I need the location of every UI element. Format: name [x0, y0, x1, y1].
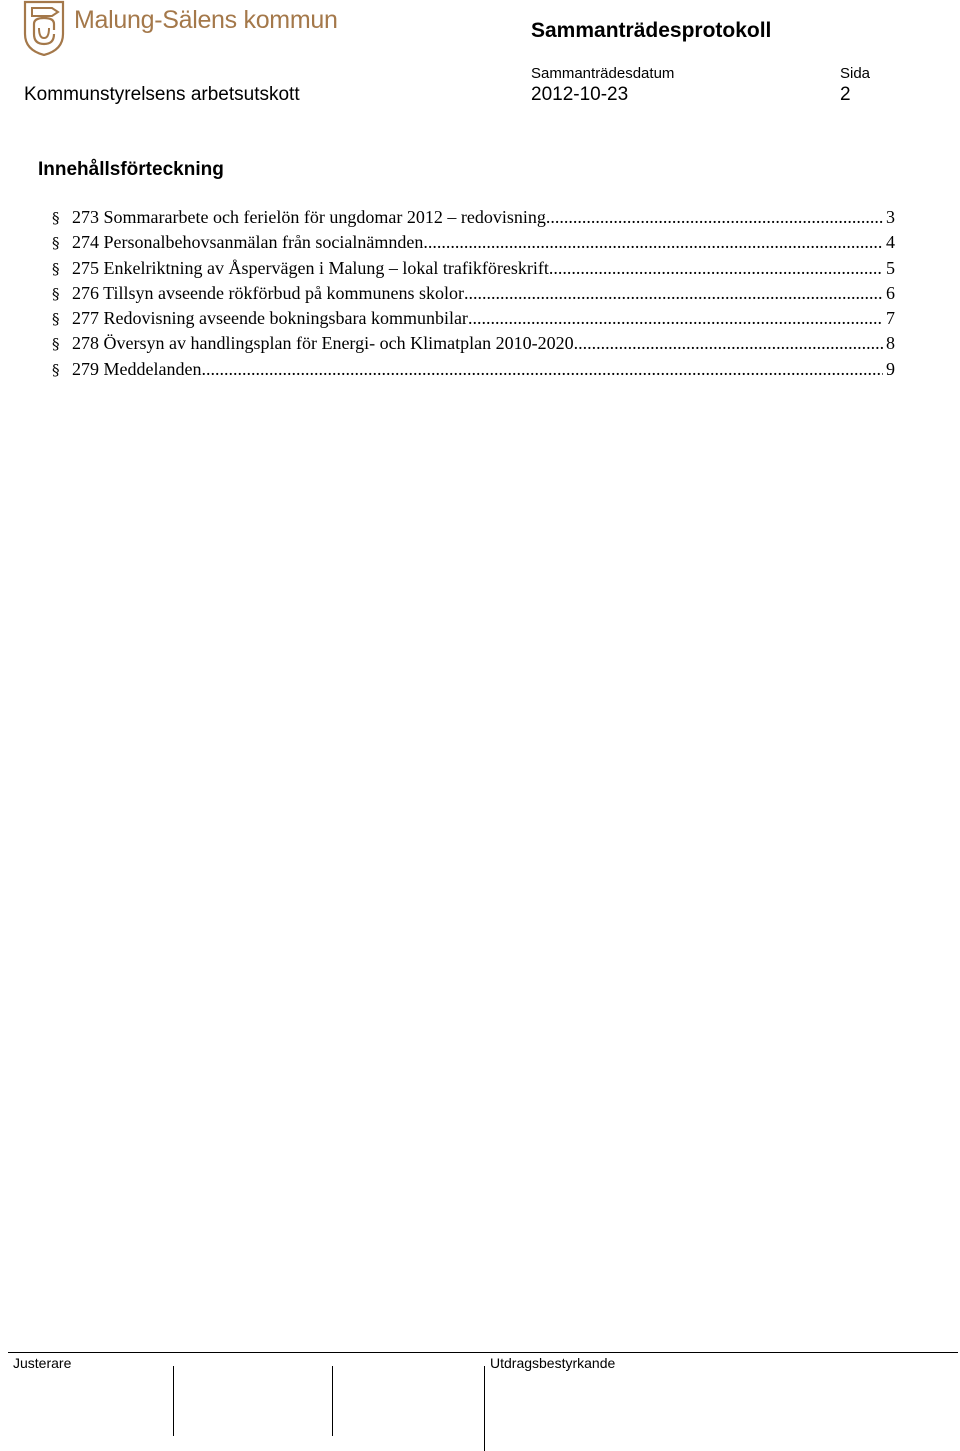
- section-symbol: §: [52, 259, 60, 278]
- section-symbol: §: [52, 360, 60, 379]
- signature-divider: [173, 1366, 174, 1436]
- toc-entry-title: 274 Personalbehovsanmälan från socialnämnden: [72, 232, 424, 253]
- section-symbol: §: [52, 310, 60, 329]
- toc-entry[interactable]: [52, 306, 895, 331]
- toc-entry-page: 4: [886, 232, 895, 253]
- toc-entry-page: 3: [886, 207, 895, 227]
- section-symbol: §: [52, 284, 60, 303]
- signature-divider: [332, 1366, 333, 1436]
- toc-entry[interactable]: [52, 256, 895, 281]
- toc-entry-title: 275 Enkelriktning av Åspervägen i Malung – lokal trafikföreskrift: [72, 257, 549, 278]
- toc-entry-page: 9: [886, 358, 895, 379]
- section-symbol: §: [52, 335, 60, 354]
- page-label: Sida: [840, 65, 871, 82]
- municipal-crest-icon: [22, 0, 66, 56]
- toc-entry-page: 5: [886, 257, 895, 278]
- toc-entry-page: 6: [886, 282, 895, 303]
- toc-leader-dots: [546, 205, 883, 230]
- toc-leader-dots: [549, 256, 883, 281]
- section-symbol: §: [52, 234, 60, 253]
- utdragsbestyrkande-label: Utdragsbestyrkande: [490, 1355, 616, 1371]
- toc-entry[interactable]: [52, 230, 895, 255]
- toc-entry-title: 278 Översyn av handlingsplan för Energi- och Klimatplan 2010-2020: [72, 333, 574, 354]
- toc-entry[interactable]: [52, 331, 895, 356]
- toc-entry[interactable]: [52, 281, 895, 306]
- page-number: 2: [840, 84, 851, 105]
- table-of-contents: [52, 205, 895, 382]
- toc-entry-title: 277 Redovisning avseende bokningsbara kommunbilar: [72, 308, 468, 329]
- board-name: Kommunstyrelsens arbetsutskott: [24, 84, 300, 105]
- toc-entry[interactable]: [52, 205, 895, 230]
- toc-heading: Innehållsförteckning: [38, 159, 224, 180]
- meeting-date-label: Sammanträdesdatum: [531, 65, 675, 82]
- toc-entry-page: 7: [886, 308, 895, 329]
- meeting-date: 2012-10-23: [531, 84, 629, 105]
- toc-entry[interactable]: [52, 357, 895, 382]
- organization-name: Malung-Sälens kommun: [74, 6, 338, 34]
- toc-leader-dots: [468, 306, 883, 331]
- document-type: Sammanträdesprotokoll: [531, 19, 772, 42]
- toc-leader-dots: [464, 281, 883, 306]
- signature-divider: [484, 1366, 485, 1451]
- toc-entry-page: 8: [886, 333, 895, 354]
- footer-rule: [8, 1352, 958, 1353]
- toc-entry-title: 279 Meddelanden: [72, 358, 202, 379]
- toc-leader-dots: [201, 357, 883, 382]
- toc-entry-title: 276 Tillsyn avseende rökförbud på kommunens skolor: [72, 282, 464, 303]
- section-symbol: §: [52, 209, 60, 227]
- toc-leader-dots: [423, 230, 883, 255]
- toc-leader-dots: [574, 331, 883, 356]
- toc-entry-title: 273 Sommararbete och ferielön för ungdomar 2012 – redovisning: [72, 207, 546, 227]
- justerare-label: Justerare: [13, 1355, 72, 1371]
